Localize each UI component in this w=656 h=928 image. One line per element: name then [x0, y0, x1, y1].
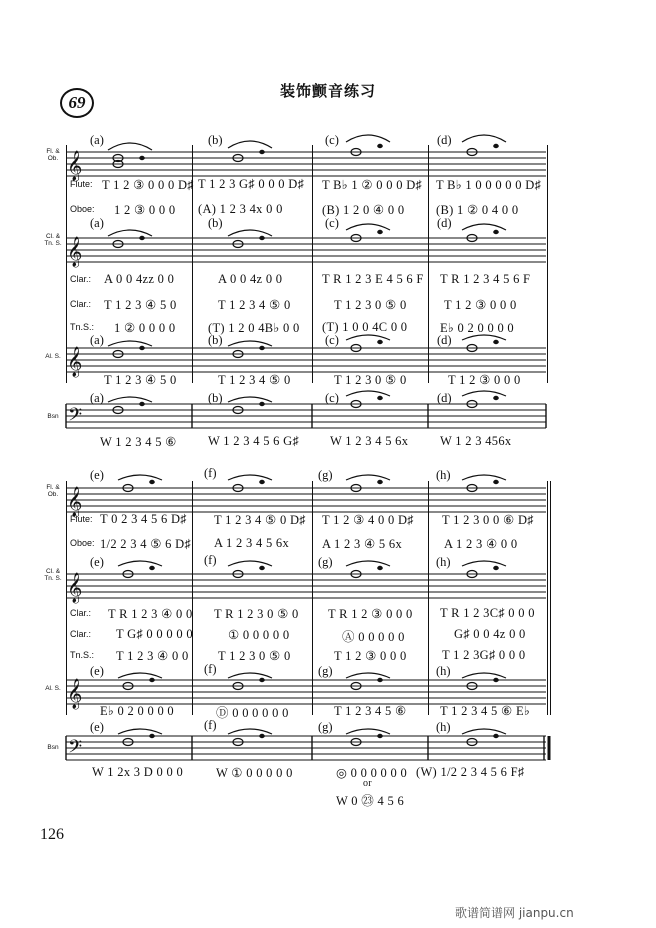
- fingering-bsn-b: W 1 2 3 4 5 6 G♯: [208, 434, 300, 448]
- fingering-bsn-d: W 1 2 3 456x: [440, 434, 512, 448]
- fingering-als-a: T 1 2 3 ④ 5 0: [104, 373, 177, 387]
- fingering-clar2-e: T G♯ 0 0 0 0 0: [116, 627, 193, 641]
- fingering-als-d: T 1 2 ③ 0 0 0: [448, 373, 521, 387]
- fingering-tns-h: T 1 2 3G♯ 0 0 0: [442, 648, 526, 662]
- fingering-clar2-f: ① 0 0 0 0 0: [228, 628, 290, 642]
- page-number: 126: [40, 826, 64, 843]
- instr-label-bsn: Bsn: [47, 744, 59, 751]
- measure-marker: (a): [90, 391, 104, 405]
- measure-marker: (e): [90, 468, 104, 482]
- fingering-clar1-d: T R 1 2 3 4 5 6 F: [440, 272, 531, 286]
- instr-label-fl-ob: Fl. & Ob.: [46, 484, 60, 498]
- row-label-tns: Tn.S.:: [70, 650, 95, 660]
- fingering-tns-g: T 1 2 ③ 0 0 0: [334, 649, 407, 663]
- instr-label-fl-ob: Fl. & Ob.: [46, 148, 60, 162]
- fingering-oboe-d: (B) 1 ② 0 4 0 0: [436, 203, 519, 217]
- row-label-clar: Clar.:: [70, 299, 92, 309]
- measure-marker: (d): [437, 133, 452, 147]
- fingering-bsn-c: W 1 2 3 4 5 6x: [330, 434, 409, 448]
- watermark: 歌谱简谱网 jianpu.cn: [455, 906, 574, 920]
- fingering-flute-g: T 1 2 ③ 4 0 0 D♯: [322, 513, 414, 527]
- bar-line: [428, 481, 429, 715]
- fingering-bsn-g: ◎ 0 0 0 0 0 0: [336, 766, 408, 780]
- fingering-flute-h: T 1 2 3 0 0 ⑥ D♯: [442, 513, 534, 527]
- measure-marker: (b): [208, 333, 223, 347]
- fingering-clar2-d: T 1 2 ③ 0 0 0: [444, 298, 517, 312]
- fingering-bsn-f: W ① 0 0 0 0 0: [216, 766, 293, 780]
- fingering-bsn-h: (W) 1/2 2 3 4 5 6 F♯: [416, 765, 525, 779]
- measure-marker: (a): [90, 216, 104, 230]
- fingering-als-b: T 1 2 3 4 ⑤ 0: [218, 373, 291, 387]
- instr-label-al-s: Al. S.: [45, 353, 61, 360]
- instr-label-bsn: Bsn: [47, 413, 59, 420]
- row-label-tns: Tn.S.:: [70, 322, 95, 332]
- measure-marker: (c): [325, 333, 339, 347]
- fingering-als-f: Ⓓ 0 0 0 0 0 0: [216, 706, 289, 720]
- fingering-clar2-h: G♯ 0 0 4z 0 0: [454, 627, 526, 641]
- treble-clef-icon: 𝄞: [67, 347, 83, 377]
- bar-line: [192, 481, 193, 715]
- fingering-oboe-h: A 1 2 3 ④ 0 0: [444, 537, 518, 551]
- measure-marker: (b): [208, 391, 223, 405]
- instr-label-cl-tn: Cl. & Tn. S.: [44, 568, 62, 582]
- measure-marker: (a): [90, 133, 104, 147]
- fingering-clar2-a: T 1 2 3 ④ 5 0: [104, 298, 177, 312]
- treble-clef-icon: 𝄞: [67, 679, 83, 709]
- fingering-bsn-e: W 1 2x 3 D 0 0 0: [92, 765, 184, 779]
- fingering-flute-f: T 1 2 3 4 ⑤ 0 D♯: [214, 513, 306, 527]
- measure-marker: (b): [208, 133, 223, 147]
- fingering-tns-c: (T) 1 0 0 4C 0 0: [322, 320, 408, 334]
- measure-marker: (h): [436, 720, 451, 734]
- bass-clef-icon: 𝄢: [68, 405, 83, 430]
- fingering-clar2-b: T 1 2 3 4 ⑤ 0: [218, 298, 291, 312]
- measure-marker: (g): [318, 664, 333, 678]
- fingering-als-e: E♭ 0 2 0 0 0 0: [100, 704, 174, 718]
- row-label-clar: Clar.:: [70, 629, 92, 639]
- fingering-clar2-c: T 1 2 3 0 ⑤ 0: [334, 298, 407, 312]
- instr-label-cl-tn: Cl. & Tn. S.: [44, 233, 62, 247]
- measure-marker: (d): [437, 216, 452, 230]
- measure-marker: (e): [90, 555, 104, 569]
- row-label-clar: Clar.:: [70, 274, 92, 284]
- treble-clef-icon: 𝄞: [67, 151, 83, 181]
- measure-marker: (f): [204, 466, 217, 480]
- measure-marker: (g): [318, 468, 333, 482]
- measure-marker: (a): [90, 333, 104, 347]
- exercise-number-badge: 69: [60, 88, 94, 118]
- fingering-oboe-b: (A) 1 2 3 4x 0 0: [198, 202, 283, 216]
- fingering-flute-d: T B♭ 1 0 0 0 0 0 D♯: [436, 178, 542, 192]
- fingering-bsn-or: or: [363, 778, 372, 789]
- measure-marker: (h): [436, 664, 451, 678]
- measure-marker: (g): [318, 555, 333, 569]
- fingering-als-h: T 1 2 3 4 5 ⑥ E♭: [440, 704, 531, 718]
- measure-marker: (e): [90, 720, 104, 734]
- fingering-flute-b: T 1 2 3 G♯ 0 0 0 D♯: [198, 177, 305, 191]
- fingering-tns-d: E♭ 0 2 0 0 0 0: [440, 321, 514, 335]
- fingering-clar1-b: A 0 0 4z 0 0: [218, 272, 283, 286]
- fingering-clar1-f: T R 1 2 3 0 ⑤ 0: [214, 607, 299, 621]
- measure-marker: (f): [204, 718, 217, 732]
- fingering-flute-e: T 0 2 3 4 5 6 D♯: [100, 512, 187, 526]
- measure-marker: (g): [318, 720, 333, 734]
- measure-marker: (c): [325, 216, 339, 230]
- fingering-clar2-g: Ⓐ 0 0 0 0 0: [342, 630, 405, 644]
- page-title: 装饰颤音练习: [279, 82, 376, 100]
- bass-clef-icon: 𝄢: [68, 737, 83, 762]
- fingering-als-g: T 1 2 3 4 5 ⑥: [334, 704, 407, 718]
- fingering-clar1-a: A 0 0 4zz 0 0: [104, 272, 175, 286]
- measure-marker: (h): [436, 468, 451, 482]
- row-label-oboe: Oboe:: [70, 538, 95, 548]
- bar-line: [312, 481, 313, 715]
- row-label-oboe: Oboe:: [70, 204, 95, 214]
- fingering-oboe-g: A 1 2 3 ④ 5 6x: [322, 537, 402, 551]
- measure-marker: (c): [325, 391, 339, 405]
- fingering-oboe-e: 1/2 2 3 4 ⑤ 6 D♯: [100, 537, 192, 551]
- fingering-flute-c: T B♭ 1 ② 0 0 0 D♯: [322, 178, 423, 192]
- fingering-oboe-f: A 1 2 3 4 5 6x: [214, 536, 290, 550]
- fingering-clar1-g: T R 1 2 ③ 0 0 0: [328, 607, 413, 621]
- measure-marker: (d): [437, 391, 452, 405]
- row-label-clar: Clar.:: [70, 608, 92, 618]
- measure-marker: (b): [208, 216, 223, 230]
- fingering-als-c: T 1 2 3 0 ⑤ 0: [334, 373, 407, 387]
- treble-clef-icon: 𝄞: [67, 573, 83, 603]
- treble-clef-icon: 𝄞: [67, 487, 83, 517]
- measure-marker: (c): [325, 133, 339, 147]
- fingering-clar1-e: T R 1 2 3 ④ 0 0: [108, 607, 193, 621]
- measure-marker: (f): [204, 553, 217, 567]
- fingering-tns-f: T 1 2 3 0 ⑤ 0: [218, 649, 291, 663]
- measure-marker: (e): [90, 664, 104, 678]
- fingering-clar1-c: T R 1 2 3 E 4 5 6 F: [322, 272, 424, 286]
- instr-label-al-s: Al. S.: [45, 685, 61, 692]
- fingering-oboe-c: (B) 1 2 0 ④ 0 0: [322, 203, 405, 217]
- fingering-tns-e: T 1 2 3 ④ 0 0: [116, 649, 189, 663]
- fingering-bsn-alt: W 0 ㉓ 4 5 6: [336, 794, 404, 808]
- treble-clef-icon: 𝄞: [67, 237, 83, 267]
- fingering-oboe-a: 1 2 ③ 0 0 0: [114, 203, 176, 217]
- row-label-flute: Flute:: [70, 514, 93, 524]
- measure-marker: (d): [437, 333, 452, 347]
- measure-marker: (f): [204, 662, 217, 676]
- fingering-tns-b: (T) 1 2 0 4B♭ 0 0: [208, 321, 300, 335]
- measure-marker: (h): [436, 555, 451, 569]
- fingering-clar1-h: T R 1 2 3C♯ 0 0 0: [440, 606, 535, 620]
- row-label-flute: Flute:: [70, 179, 93, 189]
- fingering-bsn-a: W 1 2 3 4 5 ⑥: [100, 435, 177, 449]
- fingering-flute-a: T 1 2 ③ 0 0 0 D♯: [102, 178, 194, 192]
- fingering-tns-a: 1 ② 0 0 0 0: [114, 321, 176, 335]
